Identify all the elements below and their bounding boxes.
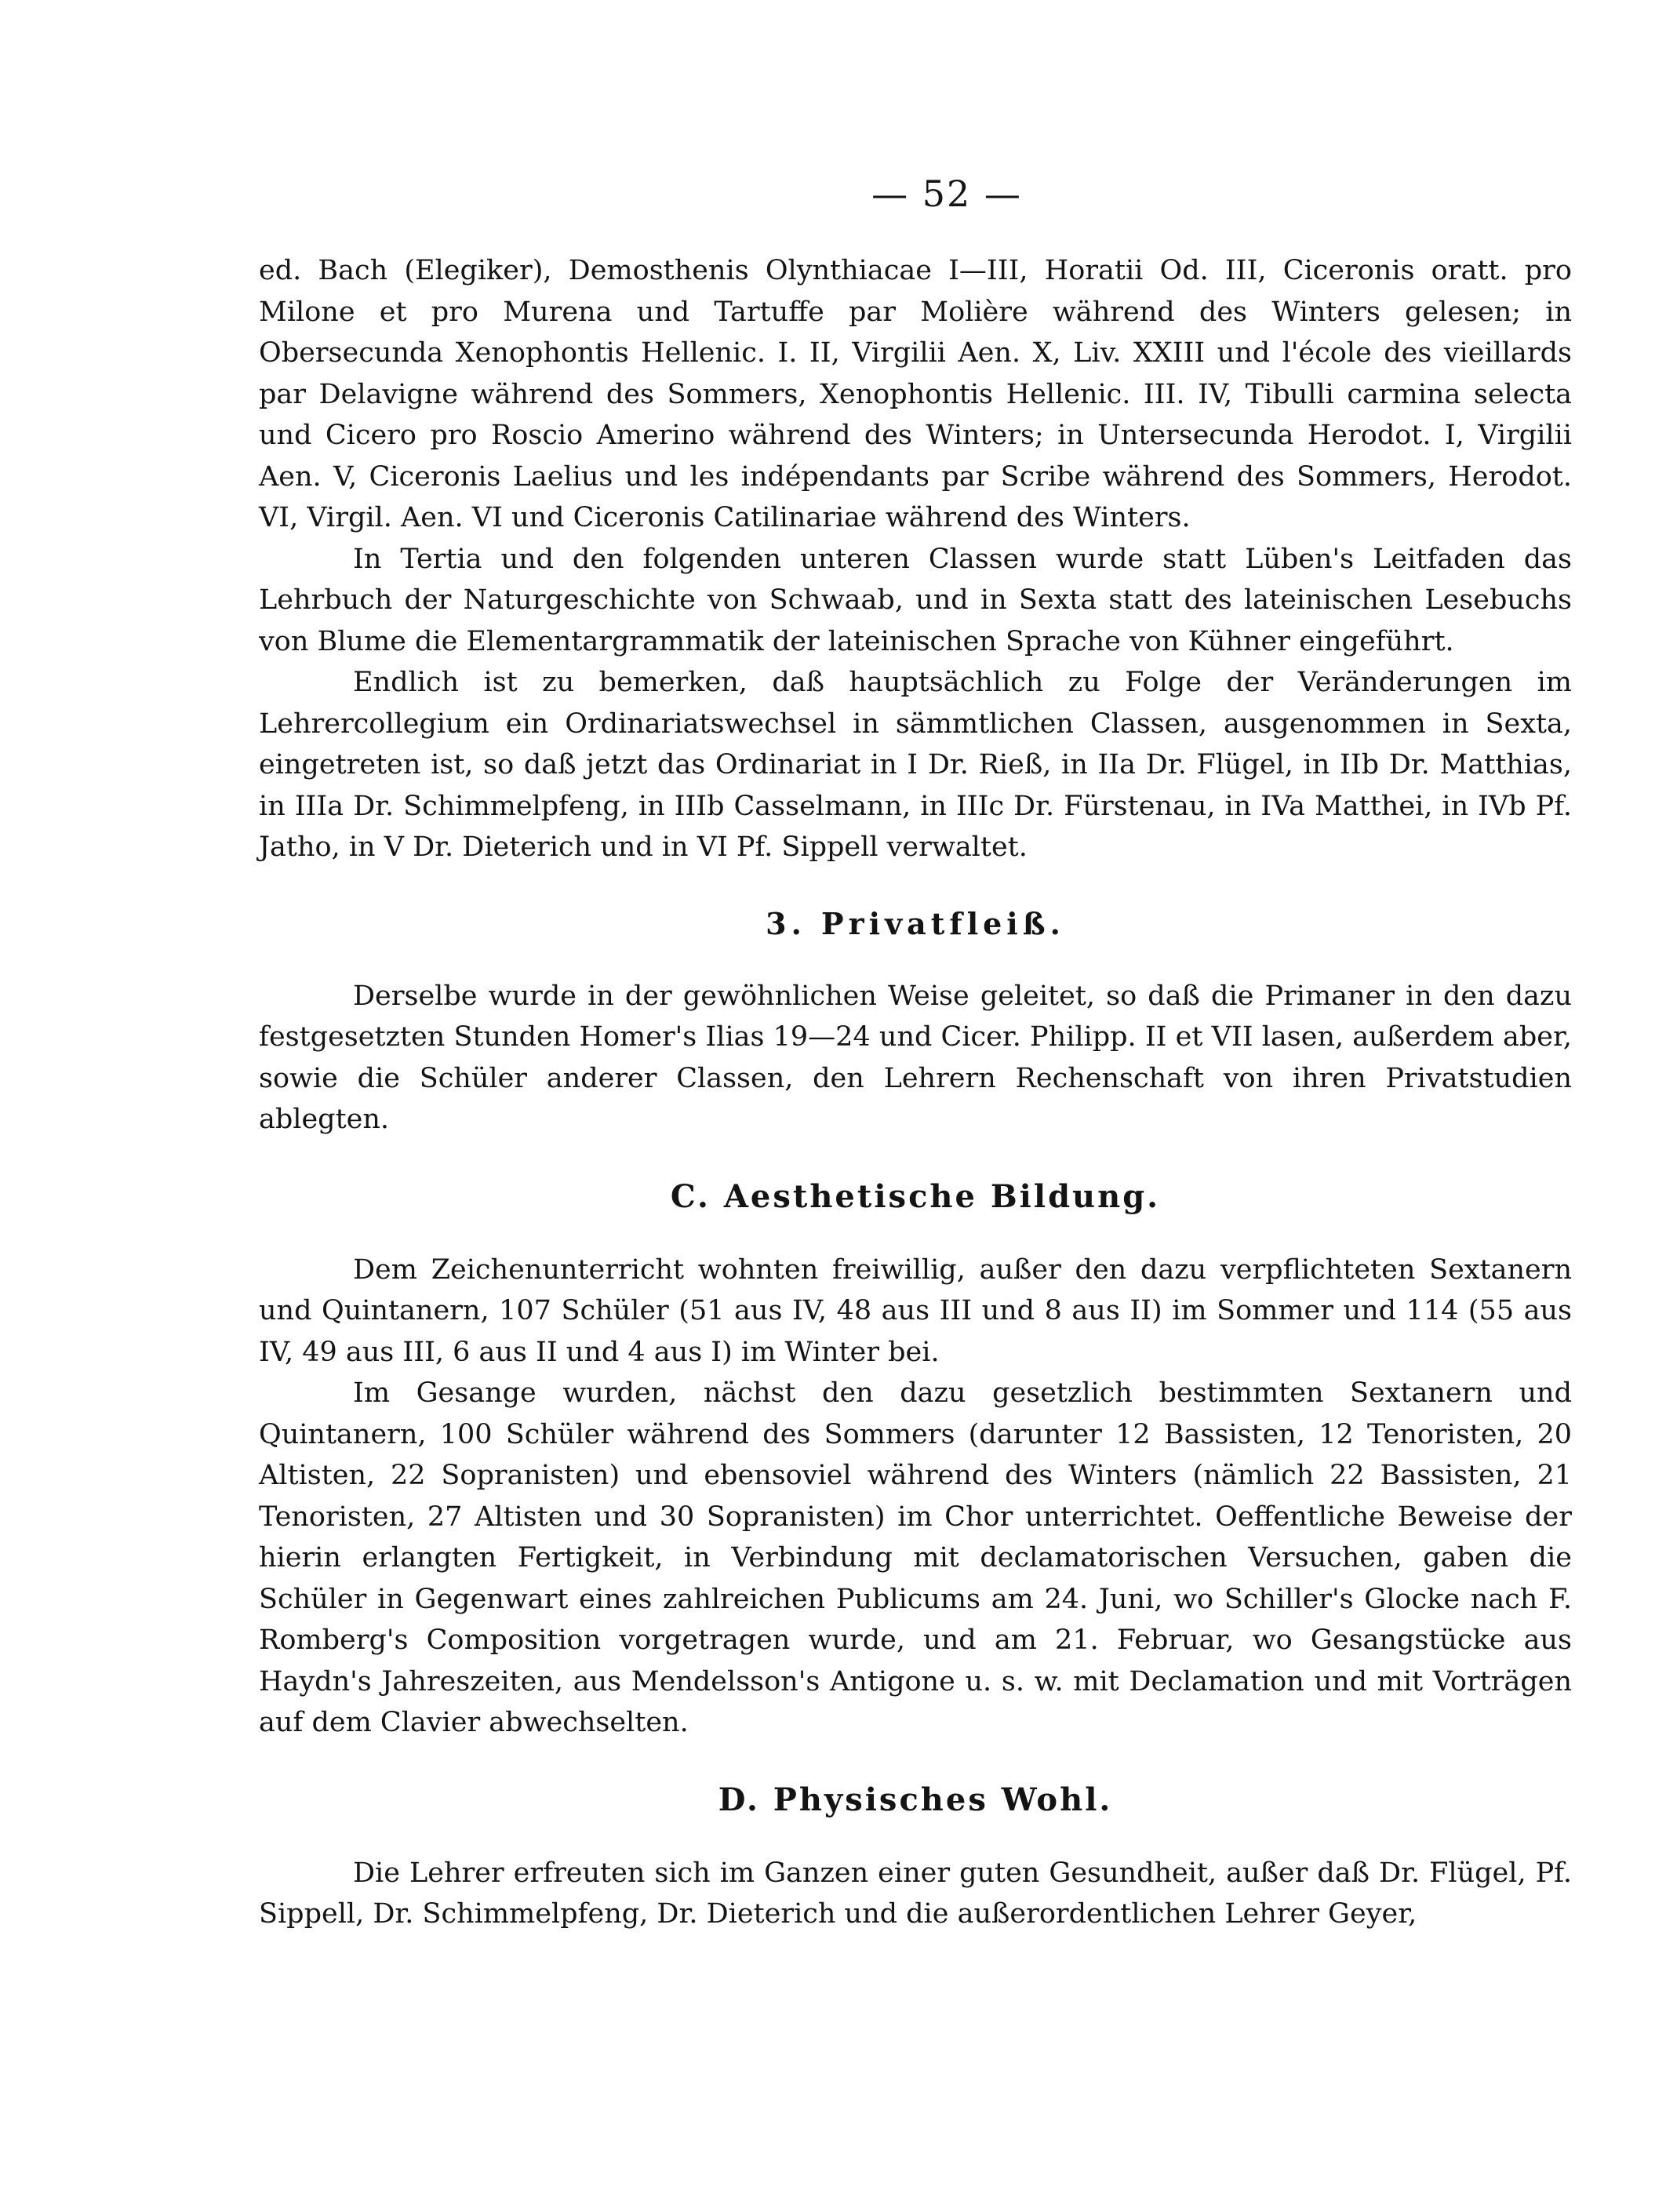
paragraph-reading-list: ed. Bach (Elegiker), Demosthenis Olynthiacae I—III, Horatii Od. III, Ciceronis oratt. pro Milone et pro Murena und Tartuffe par Molière während des Winters gelesen; in Obersecunda Xenophontis Hellenic. I. II, Virgilii Aen. X, Liv. XXIII und l'école des vieillards par Delavigne während des Sommers, Xenophontis Hellenic. III. IV, Tibulli carmina selecta und Cicero pro Roscio Amerino während des Winters; in Untersecunda Herodot. I, Virgilii Aen. V, Ciceronis Laelius und les indépendants par Scribe während des Sommers, Herodot. VI, Virgil. Aen. VI und Ciceronis Catilinariae während des Winters. [259, 255, 1572, 533]
section-heading-aesthetische-bildung: C. Aesthetische Bildung. [670, 1177, 1161, 1215]
paragraph-zeichenunterricht: Dem Zeichenunterricht wohnten freiwillig, außer den dazu verpflichteten Sextanern und Quintanern, 107 Schüler (51 aus IV, 48 aus III und 8 aus II) im Sommer und 114 (55 aus IV, 49 aus III, 6 aus II und 4 aus I) im Winter bei. [259, 1253, 1572, 1368]
paragraph-gesang: Im Gesange wurden, nächst den dazu gesetzlich bestimmten Sextanern und Quintanern, 100 Schüler während des Sommers (darunter 12 Bassisten, 12 Tenoristen, 20 Altisten, 22 Sopranisten) und ebensoviel während des Winters (nämlich 22 Bassisten, 21 Tenoristen, 27 Altisten und 30 Sopranisten) im Chor unterrichtet. Oeffentliche Beweise der hierin erlangten Fertigkeit, in Verbindung mit declamatorischen Versuchen, gaben die Schüler in Gegenwart eines zahlreichen Publicums am 24. Juni, wo Schiller's Glocke nach F. Romberg's Composition vorgetragen wurde, und am 21. Februar, wo Gesangstücke aus Haydn's Jahreszeiten, aus Mendelsson's Antigone u. s. w. mit Declamation und mit Vorträgen auf dem Clavier abwechselten. [259, 1377, 1572, 1738]
paragraph-privatfleiss: Derselbe wurde in der gewöhnlichen Weise geleitet, so daß die Primaner in den dazu festgesetzten Stunden Homer's Ilias 19—24 und Cicer. Philipp. II et VII lasen, außerdem aber, sowie die Schüler anderer Classen, den Lehrern Rechenschaft von ihren Privatstudien ablegten. [259, 980, 1572, 1135]
section-heading-privatfleiss: 3. Privatfleiß. [766, 905, 1065, 941]
paragraph-ordinariat: Endlich ist zu bemerken, daß hauptsächlich zu Folge der Veränderungen im Lehrercollegium ein Ordinariatswechsel in sämmtlichen Classen, ausgenommen in Sexta, eingetreten ist, so daß jetzt das Ordinariat in I Dr. Rieß, in IIa Dr. Flügel, in IIb Dr. Matthias, in IIIa Dr. Schimmelpfeng, in IIIb Casselmann, in IIIc Dr. Fürstenau, in IVa Matthei, in IVb Pf. Jatho, in V Dr. Dieterich und in VI Pf. Sippell verwaltet. [259, 667, 1572, 863]
paragraph-textbooks: In Tertia und den folgenden unteren Classen wurde statt Lüben's Leitfaden das Lehrbuch der Naturgeschichte von Schwaab, und in Sexta statt des lateinischen Lesebuchs von Blume die Elementargrammatik der lateinischen Sprache von Kühner eingeführt. [259, 543, 1572, 657]
paragraph-gesundheit: Die Lehrer erfreuten sich im Ganzen einer guten Gesundheit, außer daß Dr. Flügel, Pf. Sippell, Dr. Schimmelpfeng, Dr. Dieterich und die außerordentlichen Lehrer Geyer, [259, 1857, 1572, 1930]
page-number: — 52 — [871, 173, 1022, 215]
section-heading-physisches-wohl: D. Physisches Wohl. [718, 1781, 1113, 1818]
